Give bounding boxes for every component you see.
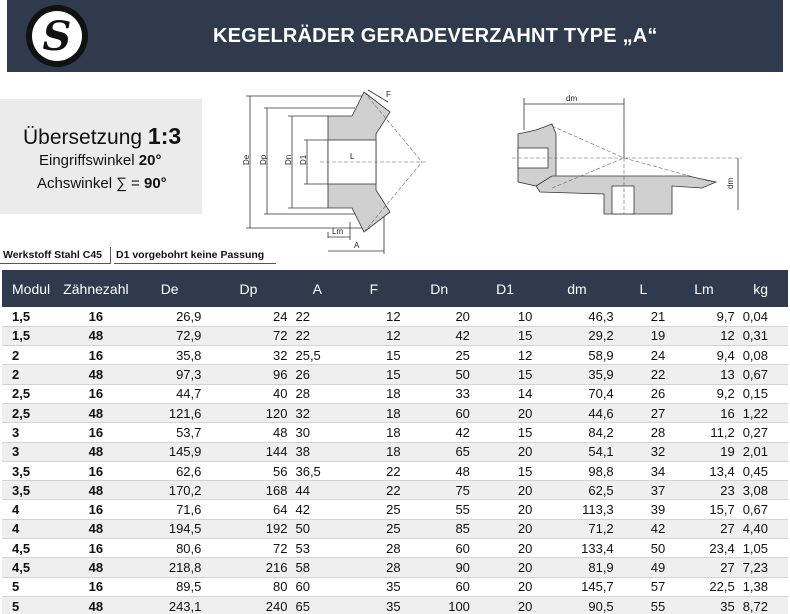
cell-dp: 192 [205,519,291,538]
cell-dm: 81,9 [536,558,617,577]
cell-f: 18 [343,442,404,461]
cell-dn: 60 [405,539,474,558]
cell-dm: 58,9 [536,346,617,365]
cell-d1: 20 [474,442,536,461]
cell-z: 48 [58,558,134,577]
cell-de: 62,6 [134,461,206,480]
cell-a: 44 [291,481,343,500]
cell-l: 21 [618,307,670,326]
cell-dp: 216 [205,558,291,577]
cell-modul: 4,5 [2,558,58,577]
table-row [2,403,788,422]
cell-dn: 60 [405,403,474,422]
cell-lm: 9,7 [669,307,738,326]
cell-f: 22 [343,461,404,480]
label-a: A [354,241,360,250]
cell-dp: 80 [205,577,291,596]
cell-lm: 12 [669,326,738,345]
col-header-kg: kg [753,280,768,297]
cell-modul: 2 [2,346,58,365]
cell-z: 48 [58,365,134,384]
cell-kg: 0,27 [739,423,788,442]
cell-kg: 3,08 [739,481,788,500]
table-row [2,577,788,596]
cell-z: 16 [58,346,134,365]
cell-dm: 44,6 [536,403,617,422]
cell-lm: 19 [669,442,738,461]
label-dp: Dp [259,154,268,165]
brand-logo-face [32,11,82,61]
cell-de: 145,9 [134,442,206,461]
cell-modul: 4 [2,519,58,538]
cell-z: 16 [58,539,134,558]
label-dm-top: dm [566,94,578,103]
cell-dn: 20 [405,307,474,326]
cell-f: 18 [343,423,404,442]
cell-dp: 24 [205,307,291,326]
cell-z: 48 [58,326,134,345]
cell-dn: 60 [405,577,474,596]
cell-dp: 240 [205,596,291,614]
cell-dp: 56 [205,461,291,480]
cell-f: 28 [343,558,404,577]
cell-f: 22 [343,481,404,500]
cell-modul: 3 [2,442,58,461]
cell-d1: 20 [474,519,536,538]
cell-l: 42 [618,519,670,538]
cell-de: 89,5 [134,577,206,596]
note-underline-left [0,263,110,264]
cell-lm: 23 [669,481,738,500]
table-row [2,461,788,480]
cell-z: 48 [58,519,134,538]
col-header-de: De [160,280,179,297]
cell-de: 170,2 [134,481,206,500]
cell-kg: 0,04 [739,307,788,326]
cell-l: 55 [618,596,670,614]
gear-section-drawing [240,82,430,254]
cell-a: 32 [291,403,343,422]
cell-dn: 42 [405,423,474,442]
cell-dp: 72 [205,326,291,345]
cell-modul: 3,5 [2,481,58,500]
cell-dn: 100 [405,596,474,614]
cell-z: 16 [58,423,134,442]
cell-de: 72,9 [134,326,206,345]
cell-a: 22 [291,326,343,345]
cell-dn: 25 [405,346,474,365]
cell-d1: 20 [474,481,536,500]
cell-de: 121,6 [134,403,206,422]
table-header-row [2,270,788,307]
cell-f: 12 [343,307,404,326]
cell-modul: 2,5 [2,403,58,422]
cell-kg: 4,40 [739,519,788,538]
cell-modul: 3 [2,423,58,442]
cell-l: 26 [618,384,670,403]
cell-dn: 75 [405,481,474,500]
cell-l: 22 [618,365,670,384]
cell-l: 34 [618,461,670,480]
cell-de: 243,1 [134,596,206,614]
cell-dp: 144 [205,442,291,461]
brand-logo-letter: S [42,13,72,60]
cell-lm: 27 [669,519,738,538]
cell-z: 16 [58,384,134,403]
cell-z: 48 [58,403,134,422]
material-note: Werkstoff Stahl C45 [3,249,102,261]
cell-dm: 98,8 [536,461,617,480]
cell-kg: 1,22 [739,403,788,422]
cell-z: 16 [58,461,134,480]
cell-de: 26,9 [134,307,206,326]
cell-de: 44,7 [134,384,206,403]
cell-a: 36,5 [291,461,343,480]
cell-dn: 55 [405,500,474,519]
table-row [2,384,788,403]
col-header-lm: Lm [694,280,714,297]
cell-modul: 4 [2,500,58,519]
cell-dn: 48 [405,461,474,480]
shaft-angle-line [37,175,167,192]
cell-modul: 5 [2,596,58,614]
cell-de: 35,8 [134,346,206,365]
cell-z: 48 [58,442,134,461]
cell-dp: 120 [205,403,291,422]
cell-l: 37 [618,481,670,500]
table-row [2,365,788,384]
cell-dm: 70,4 [536,384,617,403]
cell-f: 15 [343,346,404,365]
cell-lm: 13,4 [669,461,738,480]
cell-a: 30 [291,423,343,442]
col-header-modul: Modul [12,280,51,297]
page-title: KEGELRÄDER GERADEVERZAHNT TYPE „A“ [213,25,658,47]
pressure-angle-value: 20° [138,152,162,169]
cell-dm: 71,2 [536,519,617,538]
cell-de: 194,5 [134,519,206,538]
cell-d1: 20 [474,500,536,519]
note-divider [110,247,111,264]
cell-a: 26 [291,365,343,384]
col-header-dn: Dn [430,280,449,297]
table-row [2,539,788,558]
cell-a: 38 [291,442,343,461]
cell-z: 16 [58,307,134,326]
cell-z: 48 [58,596,134,614]
cell-dn: 42 [405,326,474,345]
ratio-value: 1:3 [147,123,182,149]
cell-d1: 15 [474,461,536,480]
cell-lm: 16 [669,403,738,422]
cell-a: 58 [291,558,343,577]
cell-dp: 40 [205,384,291,403]
cell-d1: 10 [474,307,536,326]
cell-l: 19 [618,326,670,345]
cell-l: 50 [618,539,670,558]
cell-d1: 20 [474,558,536,577]
cell-lm: 9,2 [669,384,738,403]
table-row [2,442,788,461]
cell-f: 15 [343,365,404,384]
cell-kg: 7,23 [739,558,788,577]
cell-f: 18 [343,403,404,422]
cell-kg: 0,45 [739,461,788,480]
cell-dp: 64 [205,500,291,519]
cell-l: 28 [618,423,670,442]
cell-a: 50 [291,519,343,538]
cell-modul: 2 [2,365,58,384]
label-lm: Lm [332,227,344,236]
cell-d1: 15 [474,423,536,442]
pressure-angle-line [39,152,161,169]
cell-dp: 168 [205,481,291,500]
cell-kg: 0,31 [739,326,788,345]
cell-dm: 29,2 [536,326,617,345]
ratio-info-box [0,99,202,214]
shaft-angle-label: Achswinkel ∑ = [37,175,140,192]
table-row [2,307,788,326]
cell-dm: 145,7 [536,577,617,596]
cell-modul: 5 [2,577,58,596]
cell-a: 28 [291,384,343,403]
cell-modul: 4,5 [2,539,58,558]
cell-f: 28 [343,539,404,558]
cell-a: 53 [291,539,343,558]
cell-dm: 84,2 [536,423,617,442]
cell-dn: 50 [405,365,474,384]
label-l: L [350,152,355,161]
cell-d1: 15 [474,365,536,384]
cell-lm: 23,4 [669,539,738,558]
cell-dm: 35,9 [536,365,617,384]
cell-lm: 22,5 [669,577,738,596]
cell-dm: 54,1 [536,442,617,461]
cell-a: 22 [291,307,343,326]
cell-l: 32 [618,442,670,461]
cell-kg: 1,38 [739,577,788,596]
cell-de: 80,6 [134,539,206,558]
cell-l: 24 [618,346,670,365]
cell-modul: 3,5 [2,461,58,480]
cell-dm: 113,3 [536,500,617,519]
cell-kg: 1,05 [739,539,788,558]
cell-dm: 46,3 [536,307,617,326]
cell-a: 60 [291,577,343,596]
col-header-z: Zähnezahl [63,280,129,297]
note-underline-right [114,263,276,264]
table-row [2,326,788,345]
cell-dn: 90 [405,558,474,577]
cell-lm: 15,7 [669,500,738,519]
cell-kg: 0,15 [739,384,788,403]
cell-lm: 11,2 [669,423,738,442]
cell-a: 65 [291,596,343,614]
table-row [2,500,788,519]
cell-l: 27 [618,403,670,422]
brand-logo [26,5,88,67]
cell-de: 53,7 [134,423,206,442]
cell-d1: 20 [474,596,536,614]
cell-dp: 48 [205,423,291,442]
cell-kg: 0,67 [739,500,788,519]
gear-pair-drawing [512,90,744,220]
cell-f: 35 [343,577,404,596]
cell-modul: 1,5 [2,326,58,345]
cell-modul: 2,5 [2,384,58,403]
col-header-l: L [639,280,648,297]
label-dn: Dn [284,154,293,165]
cell-dn: 65 [405,442,474,461]
cell-f: 25 [343,500,404,519]
cell-lm: 35 [669,596,738,614]
cell-kg: 0,08 [739,346,788,365]
cell-l: 39 [618,500,670,519]
ratio-line [23,123,181,150]
table-row [2,423,788,442]
cell-a: 42 [291,500,343,519]
header-bar [7,0,783,72]
cell-dn: 33 [405,384,474,403]
table-row [2,519,788,538]
cell-a: 25,5 [291,346,343,365]
label-dm-side: dm [726,177,735,189]
cell-dp: 96 [205,365,291,384]
cell-d1: 20 [474,577,536,596]
cell-de: 71,6 [134,500,206,519]
ratio-label: Übersetzung [23,126,143,149]
cell-d1: 20 [474,539,536,558]
cell-d1: 12 [474,346,536,365]
cell-f: 12 [343,326,404,345]
bore-note: D1 vorgebohrt keine Passung [116,249,265,261]
cell-d1: 14 [474,384,536,403]
col-header-dp: Dp [239,280,258,297]
cell-z: 16 [58,500,134,519]
table-row [2,558,788,577]
cell-dn: 85 [405,519,474,538]
cell-f: 35 [343,596,404,614]
cell-dp: 72 [205,539,291,558]
cell-lm: 27 [669,558,738,577]
cell-z: 16 [58,577,134,596]
cell-dp: 32 [205,346,291,365]
label-de: De [242,154,251,165]
cell-kg: 8,72 [739,596,788,614]
cell-de: 218,8 [134,558,206,577]
cell-l: 49 [618,558,670,577]
col-header-d1: D1 [496,280,515,297]
cell-de: 97,3 [134,365,206,384]
cell-f: 25 [343,519,404,538]
col-header-a: A [312,280,322,297]
cell-d1: 15 [474,326,536,345]
cell-lm: 13 [669,365,738,384]
cell-dm: 133,4 [536,539,617,558]
label-d1: D1 [299,154,308,165]
label-f: F [386,90,391,99]
cell-d1: 20 [474,403,536,422]
pressure-angle-label: Eingriffswinkel [39,152,135,169]
col-header-f: F [369,280,379,297]
cell-l: 57 [618,577,670,596]
table-row [2,346,788,365]
col-header-dm: dm [567,280,587,297]
cell-dm: 90,5 [536,596,617,614]
shaft-angle-value: 90° [144,175,167,192]
table-row [2,481,788,500]
cell-modul: 1,5 [2,307,58,326]
cell-f: 18 [343,384,404,403]
cell-z: 48 [58,481,134,500]
cell-dm: 62,5 [536,481,617,500]
specification-table [2,270,788,614]
cell-kg: 0,67 [739,365,788,384]
cell-lm: 9,4 [669,346,738,365]
table-row [2,596,788,614]
cell-kg: 2,01 [739,442,788,461]
